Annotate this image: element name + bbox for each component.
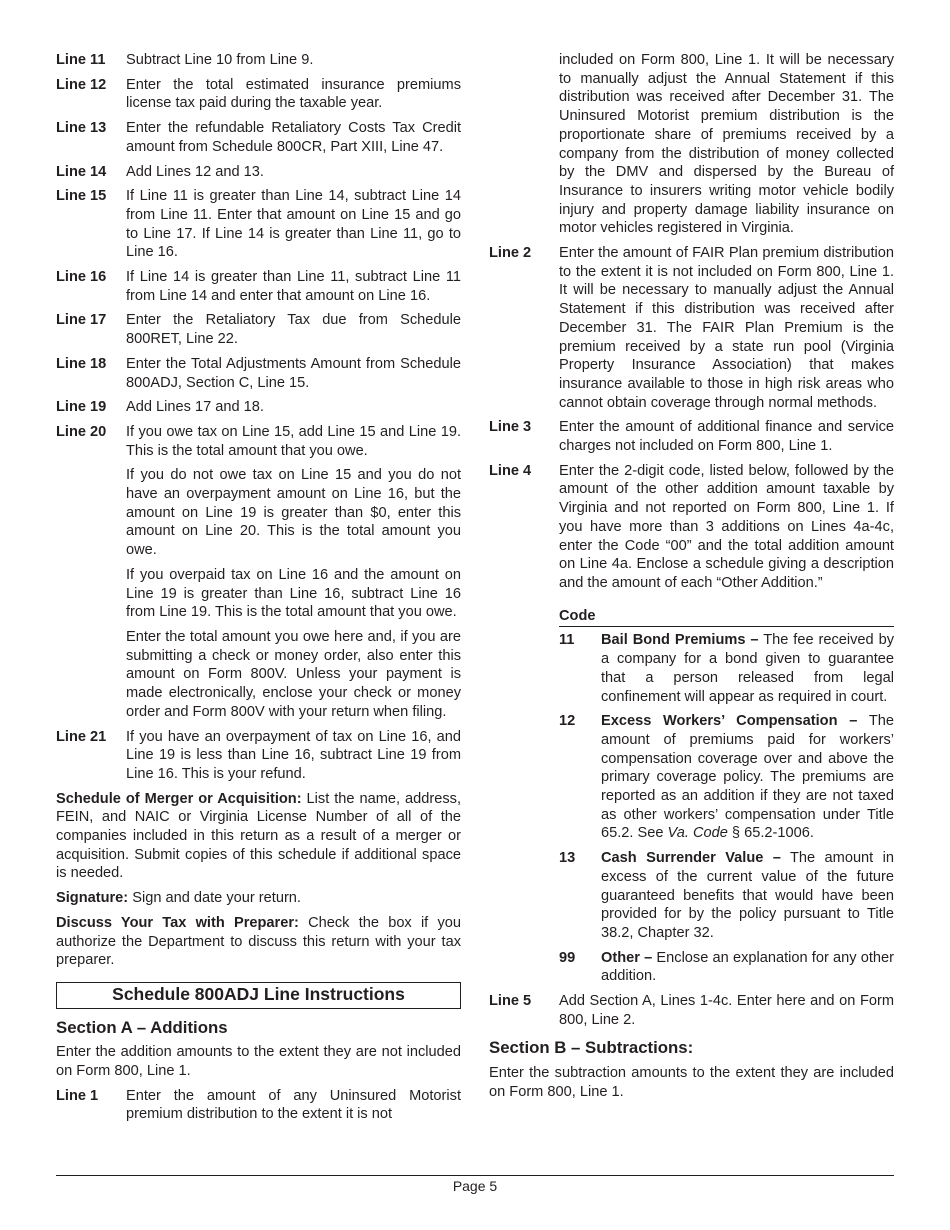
line-label: Line 12 — [56, 76, 107, 93]
code-item-11 — [559, 631, 894, 706]
line-label: Line 20 — [56, 423, 107, 440]
line-text: Enter the amount of any Uninsured Motorist premium distribution to the extent it is not — [126, 1087, 461, 1123]
line-label: Line 4 — [489, 462, 532, 479]
code-number: 99 — [559, 949, 576, 966]
instruction-line-12 — [56, 76, 461, 113]
line-label: Line 3 — [489, 419, 532, 436]
code-item-99 — [559, 949, 894, 986]
signature-text: Sign and date your return. — [128, 890, 301, 907]
code-description — [601, 631, 894, 706]
code-title: Other – — [601, 949, 653, 966]
discuss-text: Check the box if you authorize the Department to discuss this return with your tax preparer. — [56, 914, 461, 969]
line-text: If Line 11 is greater than Line 14, subtract Line 14 from Line 11. Enter that amount on Line 15 and go to Line 17. If Line 14 is greater than Line 11, go to Line 16. — [126, 188, 461, 261]
code-number: 11 — [559, 632, 575, 649]
line-20-continued-para: If you overpaid tax on Line 16 and the amount on Line 19 is greater than Line 16, subtract Line 16 from Line 19. This is the total amount that you owe. — [126, 566, 461, 621]
code-text: The fee received by a company for a bond given to guarantee that a person released from legal confinement will appear as required in court. — [601, 632, 894, 705]
line-text: If you owe tax on Line 15, add Line 15 and Line 19. This is the total amount that you owe. — [126, 423, 461, 459]
line-label: Line 16 — [56, 269, 107, 286]
code-text: § 65.2-1006. — [727, 825, 814, 842]
instruction-line-4 — [489, 462, 894, 593]
line-text: Enter the total estimated insurance premiums license tax paid during the taxable year. — [126, 76, 461, 112]
code-title: Bail Bond Premiums – — [601, 632, 759, 649]
line-text: Enter the refundable Retaliatory Costs Tax Credit amount from Schedule 800CR, Part XIII, Line 47. — [126, 120, 461, 155]
line-text: Subtract Line 10 from Line 9. — [126, 52, 314, 68]
code-table-heading: Code — [559, 607, 894, 628]
merger-heading: Schedule of Merger or Acquisition: — [56, 790, 302, 807]
schedule-heading-box: Schedule 800ADJ Line Instructions — [56, 982, 461, 1009]
code-number: 13 — [559, 850, 576, 867]
instruction-line-14 — [56, 163, 461, 182]
discuss-heading: Discuss Your Tax with Preparer: — [56, 914, 299, 931]
instruction-line-15 — [56, 187, 461, 262]
section-b-intro: Enter the subtraction amounts to the extent they are included on Form 800, Line 1. — [489, 1065, 894, 1100]
signature-heading: Signature: — [56, 890, 129, 907]
code-number: 12 — [559, 713, 576, 730]
section-b-heading: Section B – Subtractions: — [489, 1038, 694, 1058]
footer-divider — [56, 1175, 894, 1176]
signature-paragraph — [56, 889, 461, 908]
merger-text: List the name, address, FEIN, and NAIC or Virginia License Number of all of the companies included in this return as a result of a merger or acquisition. Submit copies of this schedule if additional space is needed. — [56, 790, 461, 882]
merger-paragraph — [56, 790, 461, 884]
line-label: Line 15 — [56, 188, 107, 205]
code-description — [601, 949, 894, 986]
line-label: Line 17 — [56, 312, 107, 329]
code-text: Enclose an explanation for any other addition. — [601, 949, 894, 985]
line-text: Enter the Retaliatory Tax due from Schedule 800RET, Line 22. — [126, 312, 461, 348]
code-item-13 — [559, 849, 894, 943]
line-20-continued-para: If you do not owe tax on Line 15 and you do not have an overpayment amount on Line 16, but the amount on Line 19 is greater than $0, enter this amount on Line 20. This is the total amount you owe. — [126, 467, 461, 559]
line-label: Line 1 — [56, 1087, 99, 1104]
line-text: Enter the 2-digit code, listed below, followed by the amount of the other addition amount taxable by Virginia and not reported on Form 800, Line 1. If you have more than 3 additions on Lines 4a-4c, enter the Code “00” and the total addition amount on Line 4a. Enclose a schedule giving a description and the amount of each “Other Addition.” — [559, 462, 894, 591]
page-number: Page 5 — [452, 1178, 498, 1194]
code-title: Excess Workers’ Compensation – — [601, 713, 858, 730]
code-text: The amount in excess of the current value of the future guaranteed benefits that would have been provided for by the policy pursuant to Title 38.2, Chapter 32. — [601, 850, 894, 941]
instruction-line-17 — [56, 311, 461, 348]
line-1-continued: included on Form 800, Line 1. It will be necessary to manually adjust the Annual Statement if this distribution was received after December 31. The Uninsured Motorist premium distribution is the proportionate share of premiums received by a company from the distribution of money collected by the DMV and dispersed by the Bureau of Insurance to insurers writing motor vehicle bodily injury and property damage liability insurance on motor vehicles registered in Virginia. — [559, 52, 894, 237]
discuss-paragraph — [56, 914, 461, 970]
line-label: Line 18 — [56, 355, 107, 372]
line-text: If you have an overpayment of tax on Line 16, and Line 19 is less than Line 16, subtract Line 19 from Line 16. This is your refund. — [126, 728, 461, 782]
line-label: Line 13 — [56, 120, 107, 137]
code-description — [601, 712, 894, 843]
instruction-line-21 — [56, 728, 461, 784]
line-text: Add Lines 12 and 13. — [126, 163, 264, 180]
section-a-heading: Section A – Additions — [56, 1017, 228, 1037]
code-citation: Va. Code — [667, 825, 728, 842]
line-label: Line 2 — [489, 245, 532, 262]
instruction-line-18 — [56, 355, 461, 392]
instruction-line-1 — [56, 1087, 461, 1124]
line-text: Add Section A, Lines 1-4c. Enter here and on Form 800, Line 2. — [559, 993, 894, 1028]
section-a-intro: Enter the addition amounts to the extent they are not included on Form 800, Line 1. — [56, 1044, 461, 1080]
line-label: Line 5 — [489, 993, 532, 1010]
instruction-line-2 — [489, 244, 894, 412]
line-text: Add Lines 17 and 18. — [126, 399, 264, 416]
instruction-line-19 — [56, 398, 461, 417]
right-column — [489, 51, 894, 1108]
line-text: Enter the amount of additional finance and service charges not included on Form 800, Line 1. — [559, 419, 894, 455]
line-label: Line 19 — [56, 399, 107, 416]
line-20-continued-para: Enter the total amount you owe here and, if you are submitting a check or money order, also enter this amount on Form 800V. Unless your payment is made electronically, enclose your check or money order and Form 800V with your return when filing. — [126, 628, 461, 720]
line-label: Line 11 — [56, 52, 106, 68]
code-description — [601, 849, 894, 943]
code-title: Cash Surrender Value – — [601, 850, 781, 867]
instruction-line-20 — [56, 423, 461, 460]
line-text: Enter the Total Adjustments Amount from Schedule 800ADJ, Section C, Line 15. — [126, 355, 461, 391]
code-text: The amount of premiums paid for workers’ compensation coverage over and above the primary coverage policy. The premiums are reported as an addition if they are not taxed as other workers’ compensation under Title 65.2. See — [601, 713, 894, 842]
instruction-line-16 — [56, 268, 461, 305]
code-item-12 — [559, 712, 894, 843]
instruction-line-11 — [56, 51, 461, 70]
line-text: If Line 14 is greater than Line 11, subtract Line 11 from Line 14 and enter that amount on Line 16. — [126, 269, 461, 304]
instruction-line-3 — [489, 418, 894, 455]
instruction-line-13 — [56, 119, 461, 156]
left-column — [56, 51, 461, 1130]
line-label: Line 21 — [56, 728, 107, 745]
line-text: Enter the amount of FAIR Plan premium distribution to the extent it is not included on Form 800, Line 1. It will be necessary to manually adjust the Annual Statement if this distribution was received after December 31. The FAIR Plan Premium is the premium received by a state run pool (Virginia Property Insurance Association) that makes insurance available to those in high risk areas who cannot obtain coverage through normal methods. — [559, 245, 894, 411]
instruction-line-5 — [489, 992, 894, 1029]
line-label: Line 14 — [56, 163, 107, 180]
